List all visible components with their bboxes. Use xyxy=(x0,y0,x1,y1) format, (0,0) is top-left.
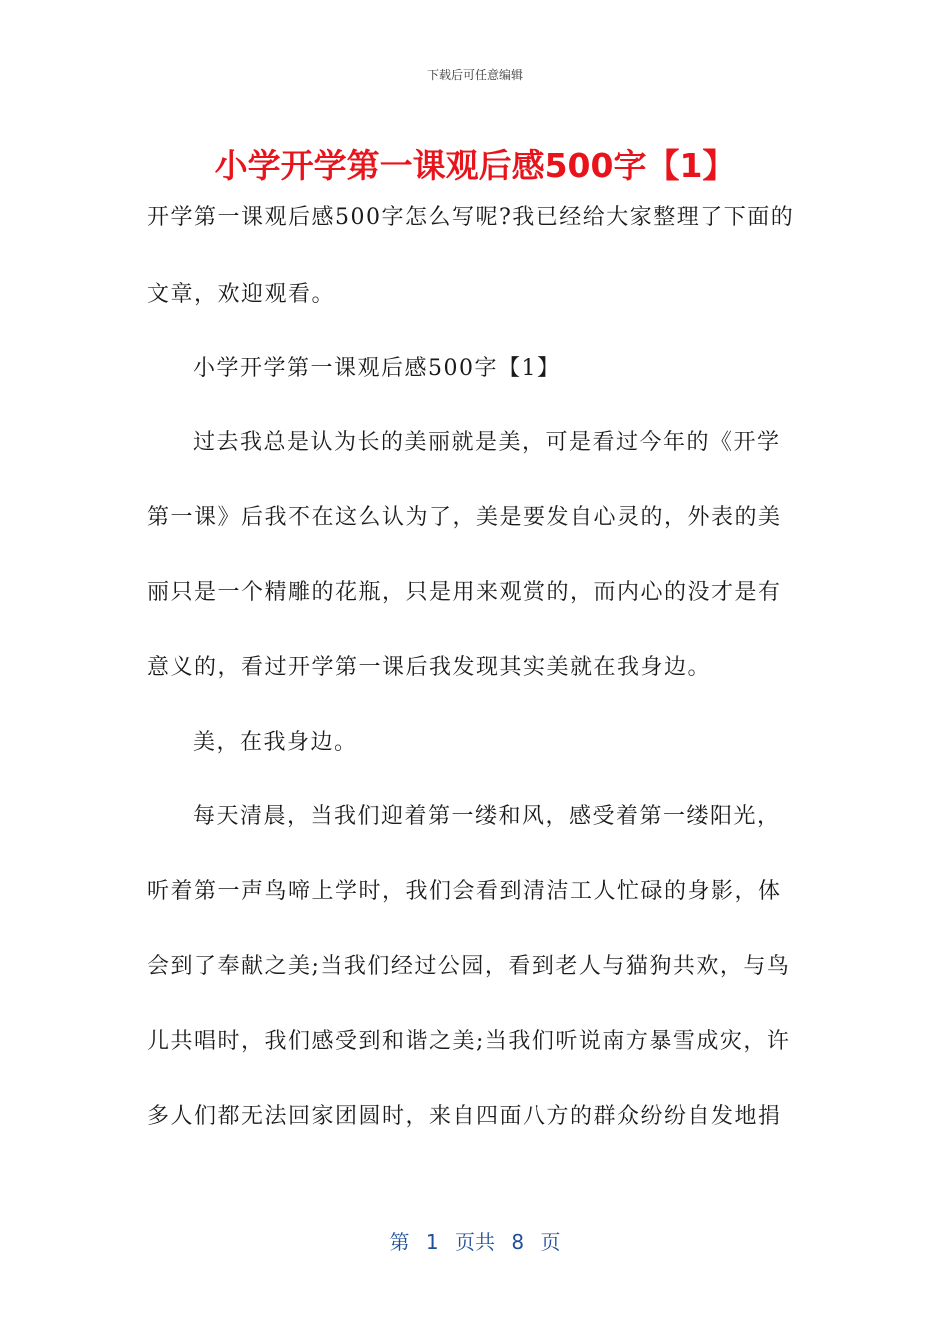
paragraph-line: 第一课》后我不在这么认为了，美是要发自心灵的，外表的美 xyxy=(147,505,782,530)
paragraph-line: 多人们都无法回家团圆时，来自四面八方的群众纷纷自发地捐 xyxy=(147,1104,782,1129)
page-number: 1 xyxy=(425,1230,439,1254)
page-suffix: 页 xyxy=(540,1230,561,1254)
paragraph-line: 听着第一声鸟啼上学时，我们会看到清洁工人忙碌的身影，体 xyxy=(147,879,782,904)
paragraph-line: 会到了奉献之美;当我们经过公园，看到老人与猫狗共欢，与鸟 xyxy=(147,954,791,979)
paragraph-line: 意义的，看过开学第一课后我发现其实美就在我身边。 xyxy=(147,655,712,680)
paragraph-line: 儿共唱时，我们感受到和谐之美;当我们听说南方暴雪成灾，许 xyxy=(147,1029,791,1054)
paragraph-line: 过去我总是认为长的美丽就是美，可是看过今年的《开学 xyxy=(193,430,781,455)
paragraph-line: 文章，欢迎观看。 xyxy=(147,282,336,307)
paragraph-line: 开学第一课观后感500字怎么写呢?我已经给大家整理了下面的 xyxy=(147,205,795,230)
page-total: 8 xyxy=(511,1230,525,1254)
section-heading: 小学开学第一课观后感500字【1】 xyxy=(193,356,561,381)
paragraph-line: 每天清晨，当我们迎着第一缕和风，感受着第一缕阳光， xyxy=(193,804,781,829)
page-mid: 页共 xyxy=(455,1230,495,1254)
header-note: 下载后可任意编辑 xyxy=(426,68,523,82)
page-footer xyxy=(0,1226,950,1255)
paragraph-line: 美，在我身边。 xyxy=(193,730,358,755)
document-title: 小学开学第一课观后感500字【1】 xyxy=(214,146,736,185)
paragraph-line: 丽只是一个精雕的花瓶，只是用来观赏的，而内心的没才是有 xyxy=(147,580,782,605)
page-prefix: 第 xyxy=(389,1230,410,1254)
